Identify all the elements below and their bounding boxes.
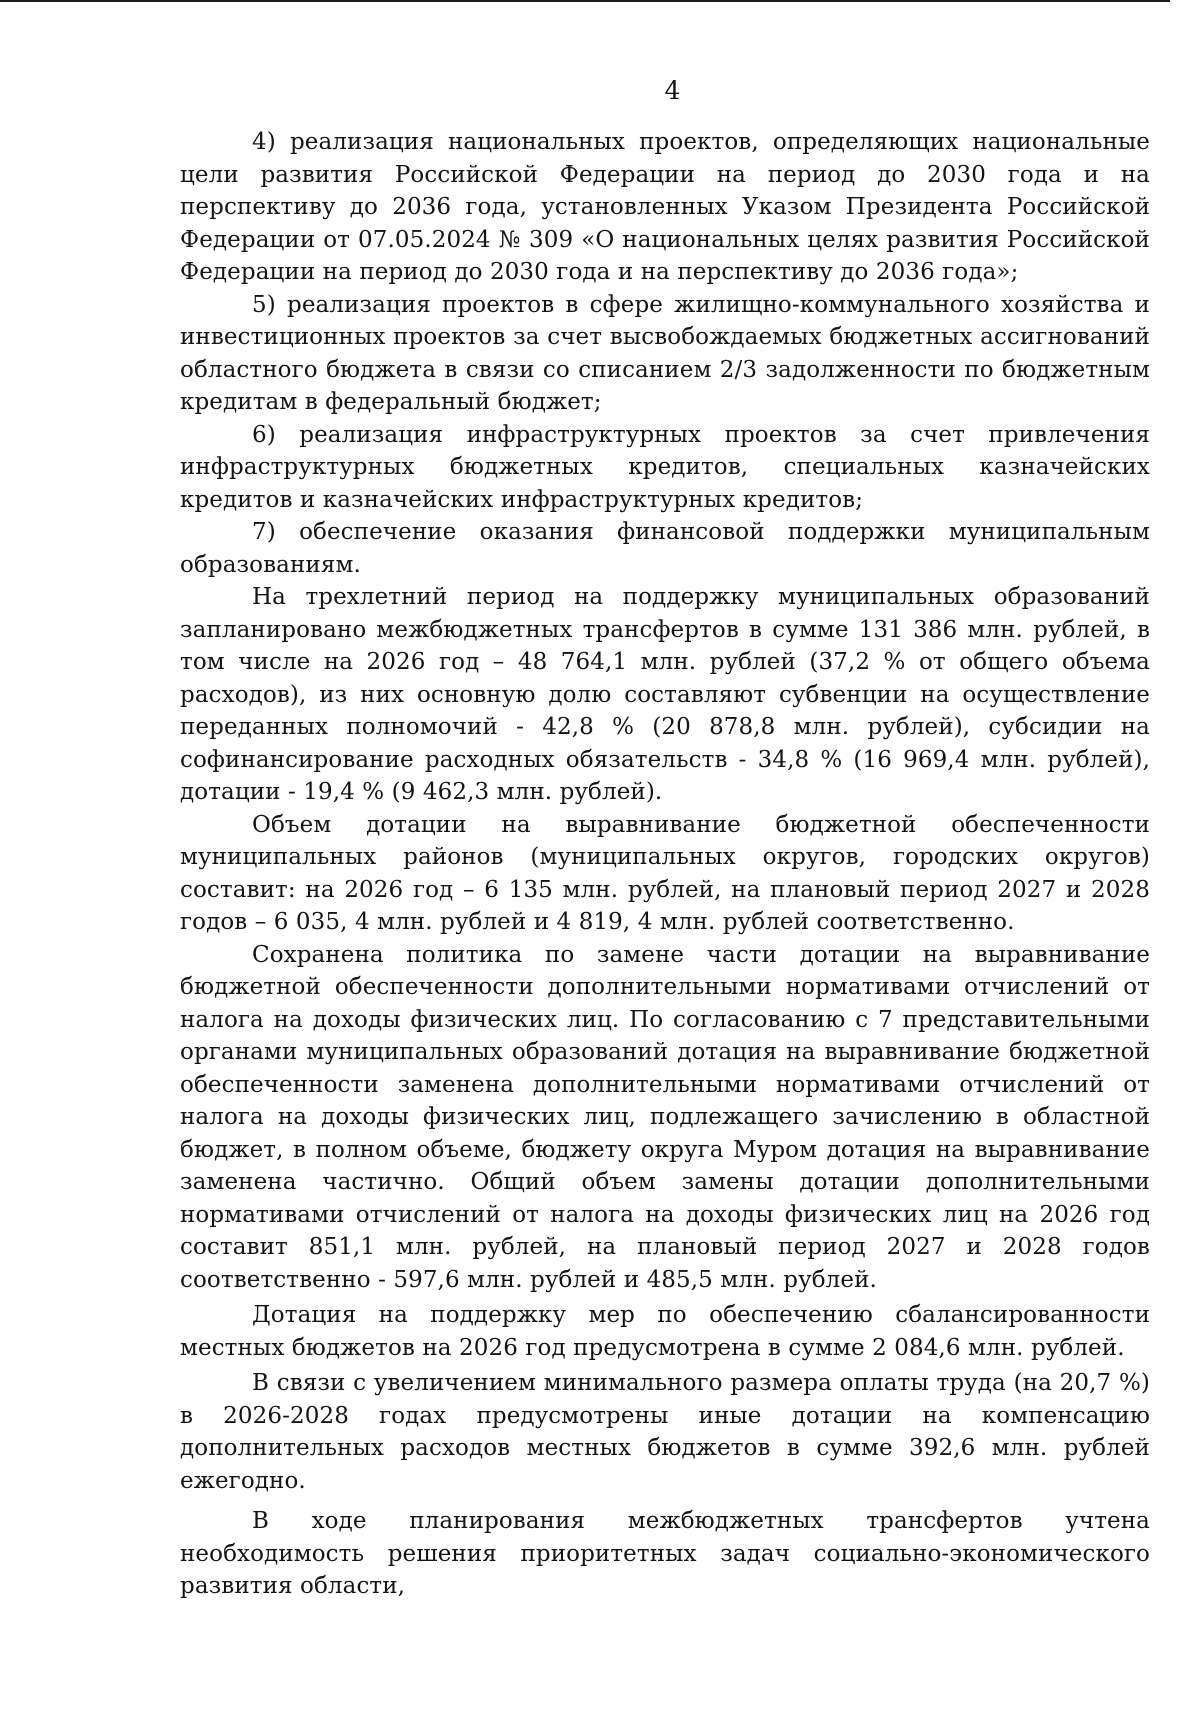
top-border-line bbox=[0, 0, 1170, 2]
paragraph-minimum-wage: В связи с увеличением минимального размера оплаты труда (на 20,7 %) в 2026-2028 годах предусмотрены иные дотации на компенсацию дополнительных расходов местных бюджетов в сумме 392,6 млн. рублей ежегодно. bbox=[180, 1370, 1150, 1494]
page-number: 4 bbox=[664, 76, 681, 105]
paragraph-planning-priorities: В ходе планирования межбюджетных трансфертов учтена необходимость решения приоритетных задач социально-экономического развития области, bbox=[180, 1508, 1150, 1599]
paragraph-item-6: 6) реализация инфраструктурных проектов за счет привлечения инфраструктурных бюджетных кредитов, специальных казначейских кредитов и казначейских инфраструктурных кредитов; bbox=[180, 421, 1150, 513]
paragraph-transfers-total: На трехлетний период на поддержку муниципальных образований запланировано межбюджетных трансфертов в сумме 131 386 млн. рублей, в том числе на 2026 год – 48 764,1 млн. рублей (37,2 % от общего объема расходов), из них основную долю составляют субвенции на осуществление переданных полномочий - 42,8 % (20 878,8 млн. рублей), субсидии на софинансирование расходных обязательств - 34,8 % (16 969,4 млн. рублей), дотации - 19,4 % (9 462,3 млн. рублей). bbox=[180, 584, 1150, 805]
paragraph-item-5: 5) реализация проектов в сфере жилищно-коммунального хозяйства и инвестиционных проектов за счет высвобождаемых бюджетных ассигнований областного бюджета в связи со списанием 2/3 задолженности по бюджетным кредитам в федеральный бюджет; bbox=[180, 291, 1150, 415]
paragraph-item-7: 7) обеспечение оказания финансовой поддержки муниципальным образованиям. bbox=[180, 519, 1150, 578]
paragraph-item-4: 4) реализация национальных проектов, определяющих национальные цели развития Российской Федерации на период до 2030 года и на перспективу до 2036 года, установленных Указом Президента Российской Федерации от 07.05.2024 № 309 «О национальных целях развития Российской Федерации на период до 2030 года и на перспективу до 2036 года»; bbox=[180, 129, 1150, 285]
document-body bbox=[180, 126, 1150, 1603]
paragraph-balance-grant: Дотация на поддержку мер по обеспечению сбалансированности местных бюджетов на 2026 год предусмотрена в сумме 2 084,6 млн. рублей. bbox=[180, 1302, 1150, 1361]
paragraph-tax-standards: Сохранена политика по замене части дотации на выравнивание бюджетной обеспеченности дополнительными нормативами отчислений от налога на доходы физических лиц. По согласованию с 7 представительными органами муниципальных образований дотация на выравнивание бюджетной обеспеченности заменена дополнительными нормативами отчислений от налога на доходы физических лиц, подлежащего зачислению в областной бюджет, в полном объеме, бюджету округа Муром дотация на выравнивание заменена частично. Общий объем замены дотации дополнительными нормативами отчислений от налога на доходы физических лиц на 2026 год составит 851,1 млн. рублей, на плановый период 2027 и 2028 годов соответственно - 597,6 млн. рублей и 485,5 млн. рублей. bbox=[180, 941, 1150, 1293]
paragraph-equalization-grant: Объем дотации на выравнивание бюджетной обеспеченности муниципальных районов (муниципальных округов, городских округов) составит: на 2026 год – 6 135 млн. рублей, на плановый период 2027 и 2028 годов – 6 035, 4 млн. рублей и 4 819, 4 млн. рублей соответственно. bbox=[180, 811, 1150, 935]
